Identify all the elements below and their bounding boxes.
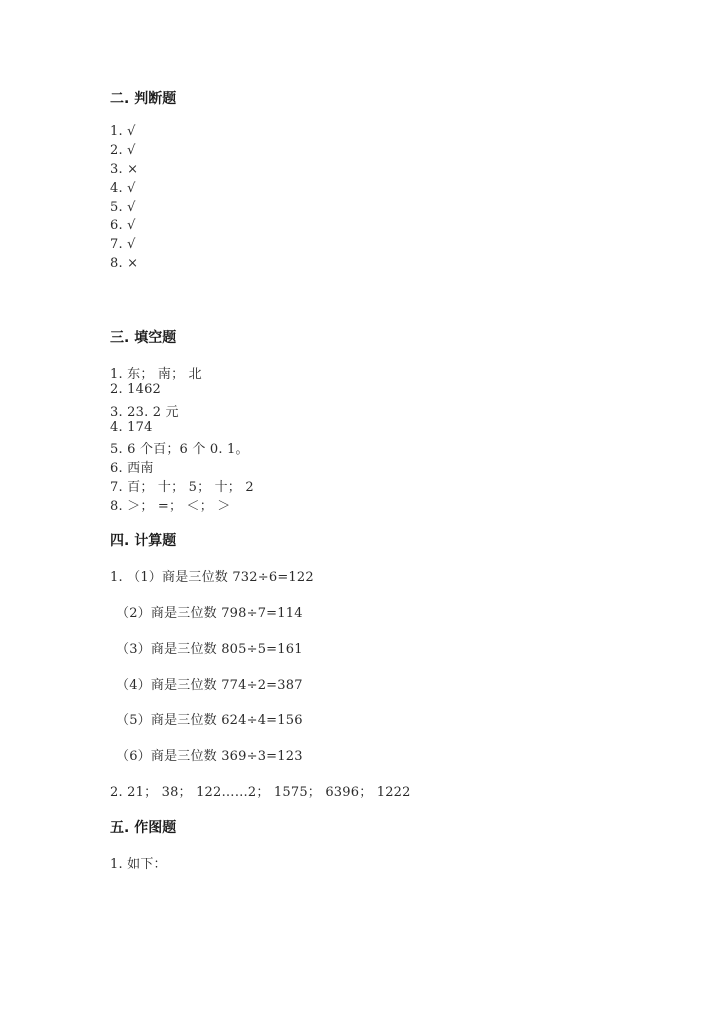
drawing-answer-1: 1. 如下： (110, 857, 167, 872)
section-heading-drawing: 五. 作图题 (110, 820, 177, 836)
judgment-answer-2: 2. √ (110, 143, 136, 158)
calculation-answer-1: 1. （1）商是三位数 732÷6=122 (110, 570, 314, 585)
fill-blank-answer-3: 3. 23. 2 元 (110, 405, 179, 420)
fill-blank-answer-6: 6. 西南 (110, 461, 154, 476)
fill-blank-answer-7: 7. 百； 十； 5； 十； 2 (110, 480, 254, 495)
judgment-answer-1: 1. √ (110, 124, 136, 139)
judgment-answer-6: 6. √ (110, 218, 136, 233)
fill-blank-answer-1: 1. 东； 南； 北 (110, 367, 202, 382)
section-heading-calculation: 四. 计算题 (110, 533, 177, 549)
section-heading-judgment: 二. 判断题 (110, 91, 177, 107)
calculation-answer-7: 2. 21； 38； 122……2； 1575； 6396； 1222 (110, 785, 411, 800)
calculation-answer-5: （5）商是三位数 624÷4=156 (116, 713, 303, 728)
fill-blank-answer-5: 5. 6 个百；6 个 0. 1。 (110, 442, 249, 457)
judgment-answer-3: 3. × (110, 162, 139, 177)
fill-blank-answer-2: 2. 1462 (110, 382, 162, 397)
judgment-answer-4: 4. √ (110, 181, 136, 196)
calculation-answer-2: （2）商是三位数 798÷7=114 (116, 606, 303, 621)
judgment-answer-5: 5. √ (110, 200, 136, 215)
judgment-answer-7: 7. √ (110, 237, 136, 252)
judgment-answer-8: 8. × (110, 256, 139, 271)
calculation-answer-6: （6）商是三位数 369÷3=123 (116, 749, 303, 764)
calculation-answer-3: （3）商是三位数 805÷5=161 (116, 642, 303, 657)
calculation-answer-4: （4）商是三位数 774÷2=387 (116, 678, 303, 693)
fill-blank-answer-4: 4. 174 (110, 420, 153, 435)
section-heading-fill-blank: 三. 填空题 (110, 330, 177, 346)
fill-blank-answer-8: 8. ＞； =； ＜； ＞ (110, 499, 231, 514)
